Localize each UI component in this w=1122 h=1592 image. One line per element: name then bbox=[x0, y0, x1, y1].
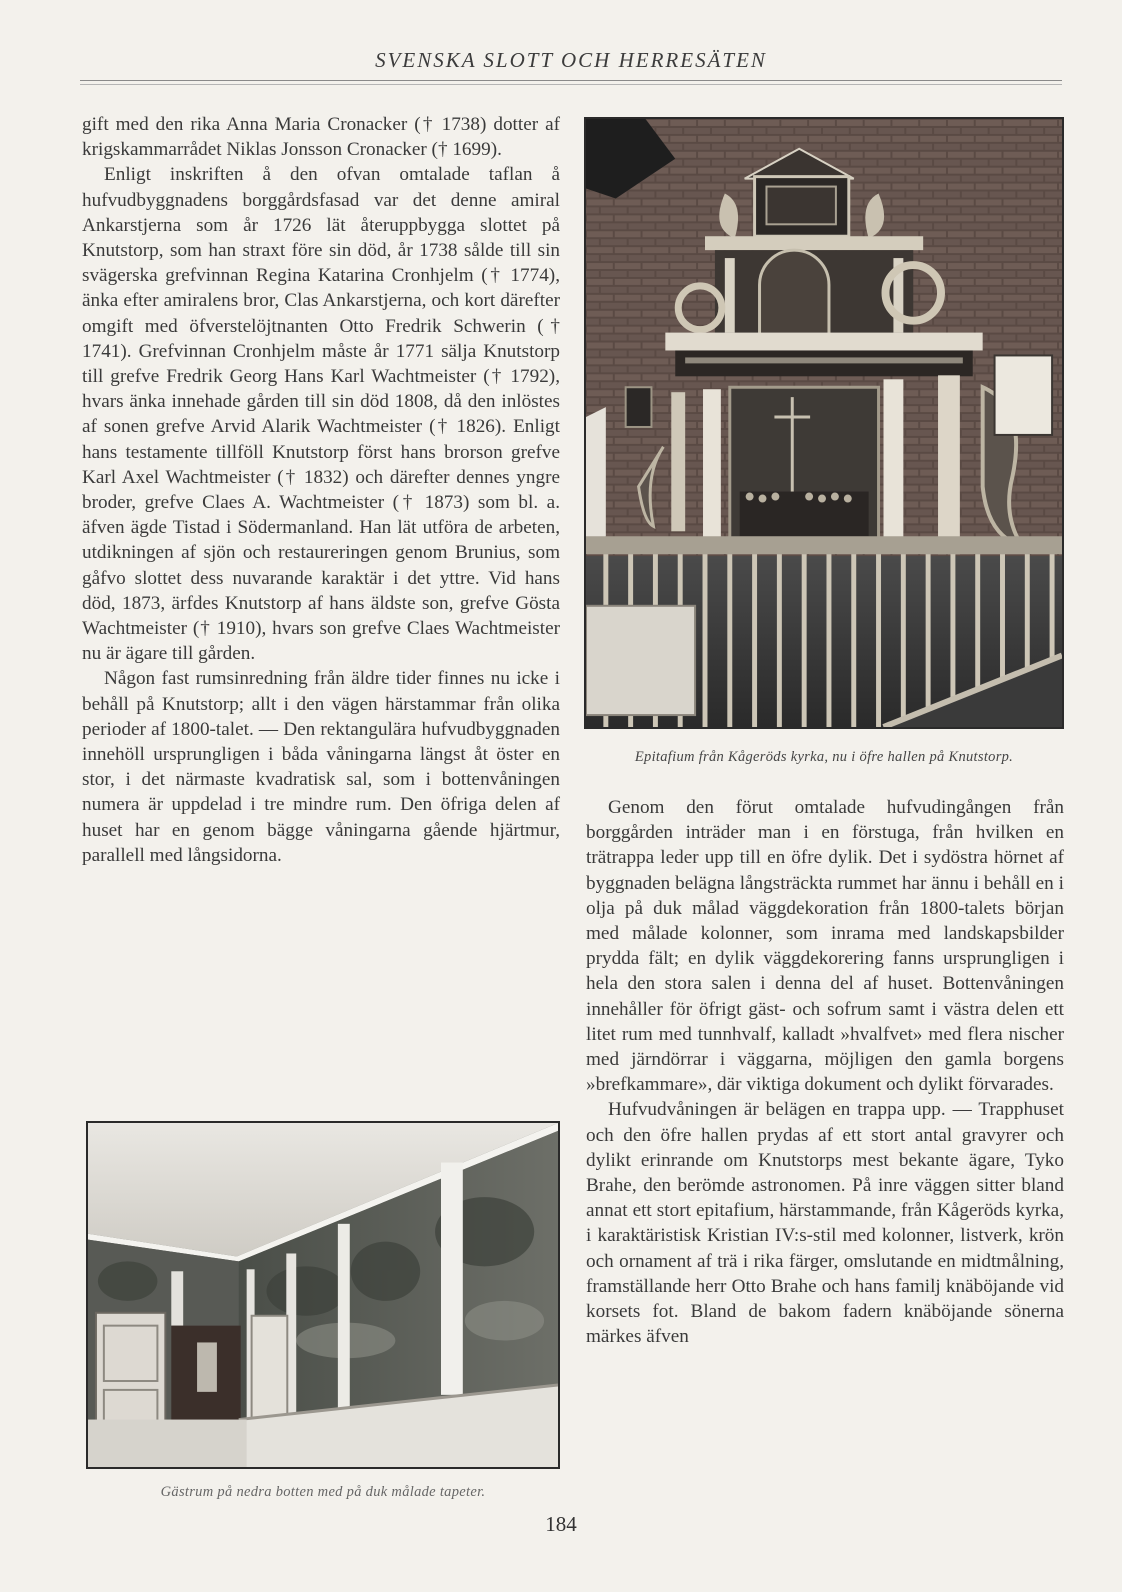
guest-room-photograph bbox=[86, 1121, 560, 1469]
epitaph-photograph bbox=[584, 117, 1064, 729]
guest-room-caption: Gästrum på nedra botten med på duk målade tapeter. bbox=[160, 1484, 486, 1500]
paragraph-5: Hufvudvåningen är belägen en trappa upp. — Trapphuset och den öfre hallen prydas af ett stort antal gravyrer och dylikt erinrande om Knutstorps mest bekante ägare, Tyko Brahe, den berömde astronomen. På inre väggen sitter bland annat ett stort epitafium, härstammande, från Kågeröds kyrka, i karaktäristisk Kristian IV:s-stil med kolonner, listverk, krön och ornament af trä i rika färger, omslutande en midtmålning, framställande herr Otto Brahe och hans familj knäböjande vid korsets fot. Bland de bakom fadern knäböjande sönerna märkes äfven bbox=[586, 1099, 1064, 1348]
left-text-column bbox=[82, 112, 560, 868]
page-number: 184 bbox=[545, 1512, 577, 1536]
paragraph-2: Enligt inskriften å den ofvan omtalade taflan å hufvudbyggnadens borggårdsfasad var det denne amiral Ankarstjerna som år 1726 lät återuppbygga slottet på Knutstorp, som han straxt före sin död, år 1738 sålde till sin svägerska grefvinnan Regina Katarina Cronhjelm († 1774), änka efter amiralens bror, Clas Ankarstjerna, och kort därefter omgift med öfverstelöjtnanten Otto Fredrik Schwerin († 1741). Grefvinnan Cronhjelm måste år 1771 sälja Knutstorp till grefve Fredrik Georg Hans Karl Wachtmeister († 1792), hvars änka innehade gården till sin död 1808, då den inlöstes af sonen grefve Arvid Alarik Wachtmeister († 1826). Enligt hans testamente tillföll Knutstorp först hans brorson grefve Karl Axel Wachtmeister († 1832) och därefter dennes yngre broder, grefve Claes A. Wachtmeister († 1873) som bl. a. äfven ägde Tistad i Södermanland. Han lät utföra de arbeten, utdikningen af sjön och restaureringen genom Brunius, som gåfvo slottet dess nuvarande karaktär i det yttre. Vid hans död, 1873, ärfdes Knutstorp af hans äldste son, grefve Gösta Wachtmeister († 1910), hvars son grefve Claes Wachtmeister nu är ägare till gården. bbox=[82, 164, 560, 665]
paragraph-3: Någon fast rumsinredning från äldre tider finnes nu icke i behåll på Knutstorp; allt i den vägen härstammar från olika perioder af 1800-talet. — Den rektangulära hufvudbyggnaden innehöll ursprungligen i båda våningarna längst åt öster en stor, i det närmaste kvadratisk sal, som i bottenvåningen numera är uppdelad i tre mindre rum. Den öfriga delen af huset har en genom bägge våningarna gående hjärtmur, parallell med långsidorna. bbox=[82, 668, 560, 866]
right-text-column bbox=[586, 795, 1064, 1349]
header-rule bbox=[80, 80, 1062, 85]
running-head: SVENSKA SLOTT OCH HERRESÄTEN bbox=[375, 48, 767, 72]
epitaph-caption: Epitafium från Kågeröds kyrka, nu i öfre hallen på Knutstorp. bbox=[634, 749, 1014, 765]
paragraph-1: gift med den rika Anna Maria Cronacker († 1738) dotter af krigskammarrådet Niklas Jonsson Cronacker († 1699). bbox=[82, 114, 560, 161]
guest-room-photo-illustration bbox=[88, 1123, 558, 1467]
paragraph-4: Genom den förut omtalade hufvudingången från borggården inträder man i en förstuga, från hvilken en trätrappa leder upp till en öfre dylik. Det i sydöstra hörnet af byggnaden belägna långsträckta rummet har ännu i behåll en i olja på duk målad väggdekoration från 1800-talets början med målade kolonner, som inrama med landskapsbilder prydda fält; en dylik väggdekorering fanns ursprungligen i hela den stora salen i denna del af huset. Bottenvåningen innehåller för öfrigt gäst- och sofrum samt i västra delen ett litet rum med tunnhvalf, kalladt »hvalfvet» med flera nischer med järndörrar i väggarna, möjligen den gamla borgens »brefkammare», där viktiga dokument och dylikt förvarades. bbox=[586, 797, 1064, 1096]
epitaph-photo-illustration bbox=[586, 119, 1062, 727]
